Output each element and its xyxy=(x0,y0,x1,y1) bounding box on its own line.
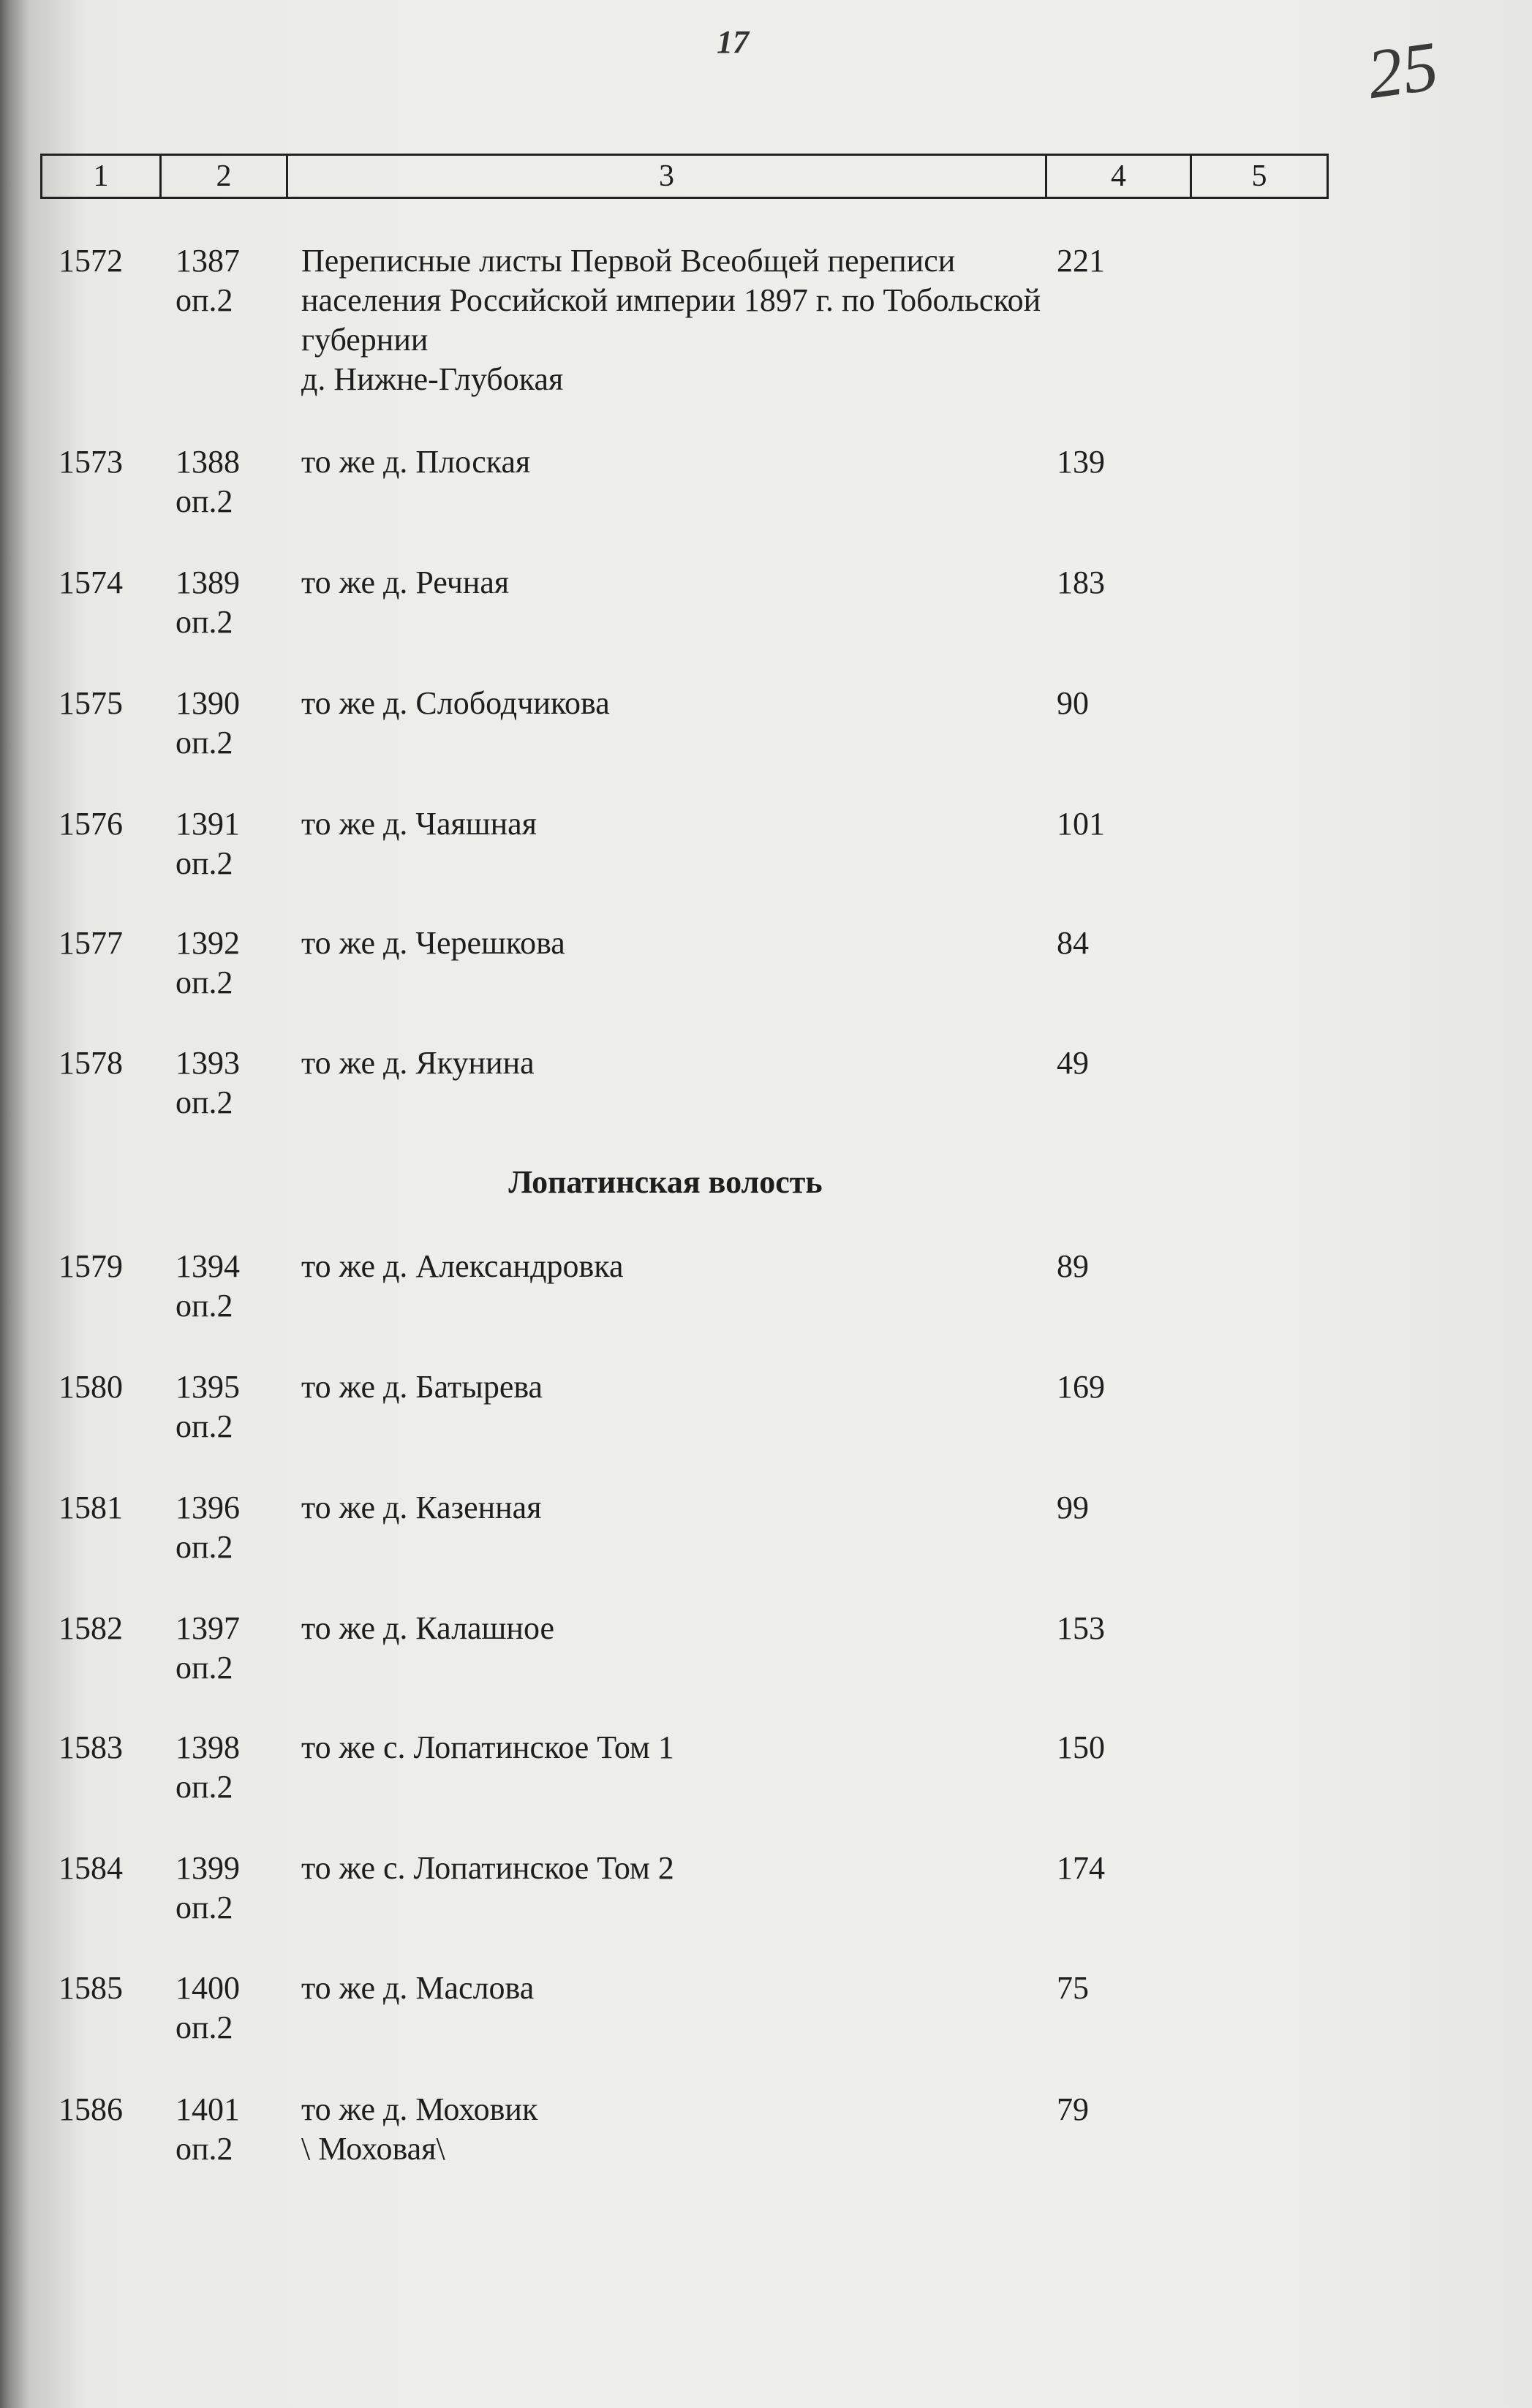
sheet-count: 49 xyxy=(1057,1045,1089,1081)
record-title: то же д. Черешкова xyxy=(301,925,565,961)
record-title: то же д. Моховик \ Моховая\ xyxy=(301,2091,538,2167)
sheet-count: 139 xyxy=(1057,444,1105,480)
record-title: то же д. Плоская xyxy=(301,444,531,480)
header-col-4: 4 xyxy=(1047,156,1192,197)
case-number: 1394 оп.2 xyxy=(176,1248,240,1324)
record-number: 1576 xyxy=(59,806,123,842)
record-number: 1583 xyxy=(59,1729,123,1765)
record-title: то же д. Казенная xyxy=(301,1490,542,1525)
sheet-count: 89 xyxy=(1057,1248,1089,1284)
table-header xyxy=(40,154,1329,199)
case-number: 1392 оп.2 xyxy=(176,925,240,1000)
record-number: 1586 xyxy=(59,2091,123,2127)
case-number: 1396 оп.2 xyxy=(176,1490,240,1565)
record-number: 1575 xyxy=(59,685,123,721)
record-number: 1579 xyxy=(59,1248,123,1284)
record-number: 1584 xyxy=(59,1850,123,1886)
handwritten-sheet-number: 25 xyxy=(1362,26,1443,114)
record-title: то же д. Батырева xyxy=(301,1369,543,1405)
sheet-count: 84 xyxy=(1057,925,1089,961)
header-col-5: 5 xyxy=(1251,159,1267,193)
record-number: 1573 xyxy=(59,444,123,480)
case-number: 1393 оп.2 xyxy=(176,1045,240,1120)
case-number: 1399 оп.2 xyxy=(176,1850,240,1925)
sheet-count: 101 xyxy=(1057,806,1105,842)
case-number: 1398 оп.2 xyxy=(176,1729,240,1805)
record-number: 1585 xyxy=(59,1970,123,2006)
case-number: 1388 оп.2 xyxy=(176,444,240,519)
section-heading: Лопатинская волость xyxy=(508,1164,823,1200)
case-number: 1397 оп.2 xyxy=(176,1610,240,1686)
record-title: то же с. Лопатинское Том 2 xyxy=(301,1850,674,1886)
case-number: 1389 оп.2 xyxy=(176,565,240,640)
record-title: то же д. Александровка xyxy=(301,1248,624,1284)
record-title: Переписные листы Первой Всеобщей переписи населения Российской империи 1897 г. по Тобольской губернии д. Нижне-Глубокая xyxy=(301,243,1041,397)
record-number: 1572 xyxy=(59,243,123,279)
case-number: 1401 оп.2 xyxy=(176,2091,240,2167)
record-title: то же д. Маслова xyxy=(301,1970,535,2006)
case-number: 1387 оп.2 xyxy=(176,243,240,318)
case-number: 1395 оп.2 xyxy=(176,1369,240,1444)
sheet-count: 150 xyxy=(1057,1729,1105,1765)
sheet-count: 183 xyxy=(1057,565,1105,600)
record-title: то же д. Слободчикова xyxy=(301,685,610,721)
header-col-3: 3 xyxy=(288,156,1047,197)
header-col-2: 2 xyxy=(162,156,288,197)
sheet-count: 221 xyxy=(1057,243,1105,279)
case-number: 1400 оп.2 xyxy=(176,1970,240,2045)
record-number: 1577 xyxy=(59,925,123,961)
sheet-count: 99 xyxy=(1057,1490,1089,1525)
header-col-1: 1 xyxy=(42,156,162,197)
case-number: 1391 оп.2 xyxy=(176,806,240,881)
sheet-count: 79 xyxy=(1057,2091,1089,2127)
record-title: то же д. Якунина xyxy=(301,1045,535,1081)
sheet-count: 75 xyxy=(1057,1970,1089,2006)
record-title: то же д. Чаяшная xyxy=(301,806,537,842)
sheet-count: 153 xyxy=(1057,1610,1105,1646)
record-title: то же д. Калашное xyxy=(301,1610,555,1646)
sheet-count: 90 xyxy=(1057,685,1089,721)
record-number: 1574 xyxy=(59,565,123,600)
case-number: 1390 оп.2 xyxy=(176,685,240,760)
record-title: то же д. Речная xyxy=(301,565,510,600)
record-number: 1578 xyxy=(59,1045,123,1081)
sheet-count: 169 xyxy=(1057,1369,1105,1405)
sheet-count: 174 xyxy=(1057,1850,1105,1886)
folio-number: 17 xyxy=(717,24,749,60)
record-title: то же с. Лопатинское Том 1 xyxy=(301,1729,674,1765)
record-number: 1581 xyxy=(59,1490,123,1525)
record-number: 1580 xyxy=(59,1369,123,1405)
record-number: 1582 xyxy=(59,1610,123,1646)
